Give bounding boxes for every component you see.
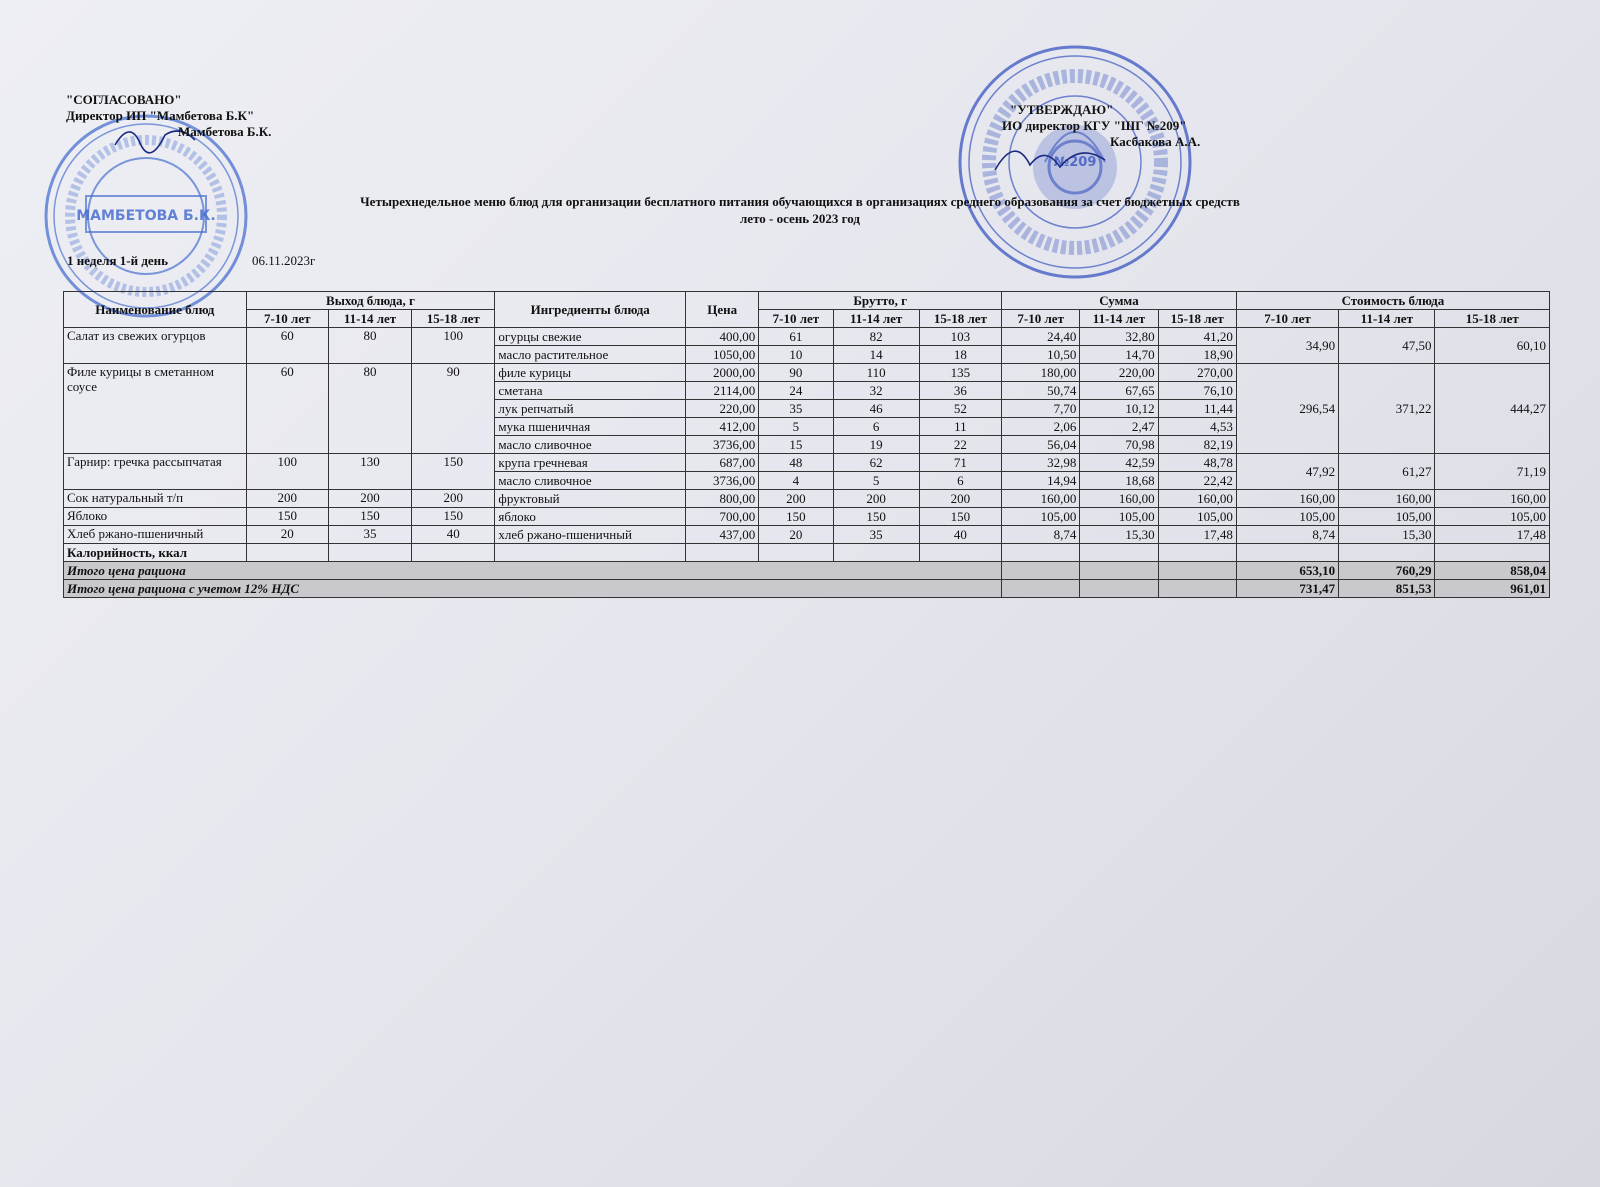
ingredient-brutto: 150	[759, 508, 833, 526]
ingredient-name: мука пшеничная	[495, 418, 686, 436]
dish-name: Салат из свежих огурцов	[64, 328, 247, 364]
ingredient-name: огурцы свежие	[495, 328, 686, 346]
ingredient-brutto: 24	[759, 382, 833, 400]
dish-yield: 80	[328, 328, 411, 364]
dish-cost: 17,48	[1435, 526, 1550, 544]
ingredient-brutto: 14	[833, 346, 919, 364]
ingredient-sum: 76,10	[1158, 382, 1236, 400]
dish-cost: 444,27	[1435, 364, 1550, 454]
dish-cost: 105,00	[1236, 508, 1338, 526]
dish-name: Гарнир: гречка рассыпчатая	[64, 454, 247, 490]
ingredient-name: фруктовый	[495, 490, 686, 508]
calories-row	[64, 544, 1550, 562]
dish-cost: 34,90	[1236, 328, 1338, 364]
ingredient-brutto: 11	[919, 418, 1001, 436]
dish-yield: 150	[328, 508, 411, 526]
ingredient-name: масло сливочное	[495, 472, 686, 490]
ingredient-sum: 11,44	[1158, 400, 1236, 418]
menu-date: 06.11.2023г	[252, 253, 316, 268]
dish-yield: 100	[412, 328, 495, 364]
ingredient-price: 800,00	[686, 490, 759, 508]
ingredient-row	[64, 328, 1550, 346]
total-vat-label: Итого цена рациона с учетом 12% НДС	[64, 580, 1002, 598]
ingredient-name: масло растительное	[495, 346, 686, 364]
dish-name: Сок натуральный т/п	[64, 490, 247, 508]
dish-cost: 47,92	[1236, 454, 1338, 490]
ingredient-sum: 2,47	[1080, 418, 1158, 436]
ingredient-price: 700,00	[686, 508, 759, 526]
ingredient-sum: 14,70	[1080, 346, 1158, 364]
col-sum: Сумма	[1002, 292, 1237, 310]
ingredient-sum: 42,59	[1080, 454, 1158, 472]
dish-cost: 105,00	[1339, 508, 1435, 526]
ingredient-brutto: 52	[919, 400, 1001, 418]
ingredient-sum: 8,74	[1002, 526, 1080, 544]
ingredient-price: 220,00	[686, 400, 759, 418]
ingredient-brutto: 15	[759, 436, 833, 454]
ingredient-price: 3736,00	[686, 436, 759, 454]
ingredient-brutto: 6	[833, 418, 919, 436]
ingredient-price: 687,00	[686, 454, 759, 472]
total-value-3: 858,04	[1435, 562, 1550, 580]
ingredient-brutto: 150	[919, 508, 1001, 526]
ingredient-brutto: 82	[833, 328, 919, 346]
approved-name: Касбакова А.А.	[1110, 134, 1201, 149]
ingredient-price: 1050,00	[686, 346, 759, 364]
dish-cost: 371,22	[1339, 364, 1435, 454]
title-line-2: лето - осень 2023 год	[740, 211, 860, 226]
dish-yield: 100	[246, 454, 328, 490]
ingredient-sum: 2,06	[1002, 418, 1080, 436]
ingredient-brutto: 36	[919, 382, 1001, 400]
dish-name: Яблоко	[64, 508, 247, 526]
col-yield: Выход блюда, г	[246, 292, 495, 310]
ingredient-brutto: 103	[919, 328, 1001, 346]
menu-body	[64, 328, 1550, 544]
ingredient-brutto: 5	[833, 472, 919, 490]
total-label: Итого цена рациона	[64, 562, 1002, 580]
ingredient-price: 2000,00	[686, 364, 759, 382]
yield-age-3: 15-18 лет	[412, 310, 495, 328]
ingredient-row	[64, 490, 1550, 508]
ingredient-brutto: 61	[759, 328, 833, 346]
ingredient-name: хлеб ржано-пшеничный	[495, 526, 686, 544]
sum-age-2: 11-14 лет	[1080, 310, 1158, 328]
ingredient-sum: 10,50	[1002, 346, 1080, 364]
yield-age-1: 7-10 лет	[246, 310, 328, 328]
dish-yield: 40	[412, 526, 495, 544]
ingredient-sum: 7,70	[1002, 400, 1080, 418]
dish-yield: 80	[328, 364, 411, 454]
dish-cost: 160,00	[1435, 490, 1550, 508]
dish-cost: 160,00	[1236, 490, 1338, 508]
ingredient-brutto: 200	[759, 490, 833, 508]
ingredient-row	[64, 454, 1550, 472]
ingredient-sum: 41,20	[1158, 328, 1236, 346]
ingredient-brutto: 10	[759, 346, 833, 364]
col-brutto: Брутто, г	[759, 292, 1002, 310]
ingredient-price: 3736,00	[686, 472, 759, 490]
dish-yield: 200	[412, 490, 495, 508]
ingredient-name: крупа гречневая	[495, 454, 686, 472]
menu-table	[63, 291, 1550, 598]
sum-age-1: 7-10 лет	[1002, 310, 1080, 328]
cost-age-2: 11-14 лет	[1339, 310, 1435, 328]
ingredient-brutto: 35	[759, 400, 833, 418]
total-vat-row	[64, 580, 1550, 598]
ingredient-sum: 270,00	[1158, 364, 1236, 382]
dish-cost: 105,00	[1435, 508, 1550, 526]
cost-age-3: 15-18 лет	[1435, 310, 1550, 328]
col-ingredients: Ингредиенты блюда	[495, 292, 686, 328]
dish-yield: 200	[246, 490, 328, 508]
agreed-director: Директор ИП "Мамбетова Б.К"	[66, 108, 255, 123]
approved-heading: "УТВЕРЖДАЮ"	[1010, 102, 1114, 117]
ingredient-sum: 82,19	[1158, 436, 1236, 454]
dish-name: Филе курицы в сметанном соусе	[64, 364, 247, 454]
ingredient-sum: 160,00	[1158, 490, 1236, 508]
dish-cost: 160,00	[1339, 490, 1435, 508]
ingredient-brutto: 110	[833, 364, 919, 382]
ingredient-sum: 105,00	[1158, 508, 1236, 526]
dish-cost: 61,27	[1339, 454, 1435, 490]
sum-age-3: 15-18 лет	[1158, 310, 1236, 328]
total-vat-value-3: 961,01	[1435, 580, 1550, 598]
total-vat-value-2: 851,53	[1339, 580, 1435, 598]
ingredient-sum: 67,65	[1080, 382, 1158, 400]
yield-age-2: 11-14 лет	[328, 310, 411, 328]
dish-cost: 47,50	[1339, 328, 1435, 364]
ingredient-name: сметана	[495, 382, 686, 400]
ingredient-brutto: 19	[833, 436, 919, 454]
ingredient-sum: 18,90	[1158, 346, 1236, 364]
ingredient-sum: 50,74	[1002, 382, 1080, 400]
calories-label: Калорийность, ккал	[64, 544, 247, 562]
approved-director: ИО директор КГУ "ШГ №209"	[1002, 118, 1187, 133]
ingredient-sum: 24,40	[1002, 328, 1080, 346]
dish-yield: 130	[328, 454, 411, 490]
ingredient-name: масло сливочное	[495, 436, 686, 454]
document-title	[240, 193, 1360, 227]
brutto-age-3: 15-18 лет	[919, 310, 1001, 328]
dish-yield: 20	[246, 526, 328, 544]
ingredient-brutto: 18	[919, 346, 1001, 364]
ingredient-brutto: 200	[833, 490, 919, 508]
ingredient-sum: 4,53	[1158, 418, 1236, 436]
ingredient-brutto: 135	[919, 364, 1001, 382]
ingredient-sum: 14,94	[1002, 472, 1080, 490]
agreed-block	[66, 92, 271, 140]
ingredient-sum: 18,68	[1080, 472, 1158, 490]
col-dish-name: Наименование блюд	[64, 292, 247, 328]
ingredient-row	[64, 508, 1550, 526]
ingredient-brutto: 22	[919, 436, 1001, 454]
ingredient-sum: 160,00	[1080, 490, 1158, 508]
dish-yield: 150	[246, 508, 328, 526]
ingredient-brutto: 6	[919, 472, 1001, 490]
total-value-1: 653,10	[1236, 562, 1338, 580]
dish-cost: 8,74	[1236, 526, 1338, 544]
title-line-1: Четырехнедельное меню блюд для организации бесплатного питания обучающихся в организациях среднего образования за счет бюджетных средств	[360, 194, 1240, 209]
ingredient-brutto: 4	[759, 472, 833, 490]
dish-yield: 35	[328, 526, 411, 544]
ingredient-brutto: 90	[759, 364, 833, 382]
ingredient-sum: 10,12	[1080, 400, 1158, 418]
dish-yield: 150	[412, 454, 495, 490]
dish-name: Хлеб ржано-пшеничный	[64, 526, 247, 544]
brutto-age-2: 11-14 лет	[833, 310, 919, 328]
agreed-name: Мамбетова Б.К.	[178, 124, 272, 139]
agreed-heading: "СОГЛАСОВАНО"	[66, 92, 182, 107]
ingredient-brutto: 62	[833, 454, 919, 472]
ingredient-price: 412,00	[686, 418, 759, 436]
dish-cost: 15,30	[1339, 526, 1435, 544]
ingredient-sum: 105,00	[1002, 508, 1080, 526]
total-row	[64, 562, 1550, 580]
ingredient-name: лук репчатый	[495, 400, 686, 418]
ingredient-sum: 22,42	[1158, 472, 1236, 490]
dish-cost: 296,54	[1236, 364, 1338, 454]
ingredient-sum: 105,00	[1080, 508, 1158, 526]
ingredient-sum: 56,04	[1002, 436, 1080, 454]
ingredient-brutto: 48	[759, 454, 833, 472]
dish-yield: 150	[412, 508, 495, 526]
ingredient-sum: 220,00	[1080, 364, 1158, 382]
ingredient-sum: 32,98	[1002, 454, 1080, 472]
brutto-age-1: 7-10 лет	[759, 310, 833, 328]
cost-age-1: 7-10 лет	[1236, 310, 1338, 328]
ingredient-price: 437,00	[686, 526, 759, 544]
ingredient-price: 2114,00	[686, 382, 759, 400]
approved-block	[1002, 102, 1201, 150]
dish-cost: 60,10	[1435, 328, 1550, 364]
dish-cost: 71,19	[1435, 454, 1550, 490]
ingredient-row	[64, 526, 1550, 544]
ingredient-sum: 160,00	[1002, 490, 1080, 508]
ingredient-sum: 180,00	[1002, 364, 1080, 382]
ingredient-sum: 17,48	[1158, 526, 1236, 544]
ingredient-price: 400,00	[686, 328, 759, 346]
total-vat-value-1: 731,47	[1236, 580, 1338, 598]
ingredient-brutto: 200	[919, 490, 1001, 508]
ingredient-brutto: 35	[833, 526, 919, 544]
dish-yield: 90	[412, 364, 495, 454]
ingredient-brutto: 40	[919, 526, 1001, 544]
ingredient-name: яблоко	[495, 508, 686, 526]
col-price: Цена	[686, 292, 759, 328]
ingredient-brutto: 20	[759, 526, 833, 544]
week-day-label: 1 неделя 1-й день	[67, 253, 169, 268]
ingredient-sum: 70,98	[1080, 436, 1158, 454]
ingredient-row	[64, 364, 1550, 382]
ingredient-brutto: 46	[833, 400, 919, 418]
ingredient-brutto: 71	[919, 454, 1001, 472]
right-stamp-text: №209	[1053, 154, 1097, 170]
dish-yield: 200	[328, 490, 411, 508]
ingredient-name: филе курицы	[495, 364, 686, 382]
ingredient-sum: 32,80	[1080, 328, 1158, 346]
ingredient-brutto: 32	[833, 382, 919, 400]
dish-yield: 60	[246, 328, 328, 364]
col-cost: Стоимость блюда	[1236, 292, 1549, 310]
ingredient-brutto: 150	[833, 508, 919, 526]
left-stamp-text: МАМБЕТОВА Б.К.	[76, 208, 216, 224]
total-value-2: 760,29	[1339, 562, 1435, 580]
ingredient-brutto: 5	[759, 418, 833, 436]
dish-yield: 60	[246, 364, 328, 454]
ingredient-sum: 48,78	[1158, 454, 1236, 472]
ingredient-sum: 15,30	[1080, 526, 1158, 544]
